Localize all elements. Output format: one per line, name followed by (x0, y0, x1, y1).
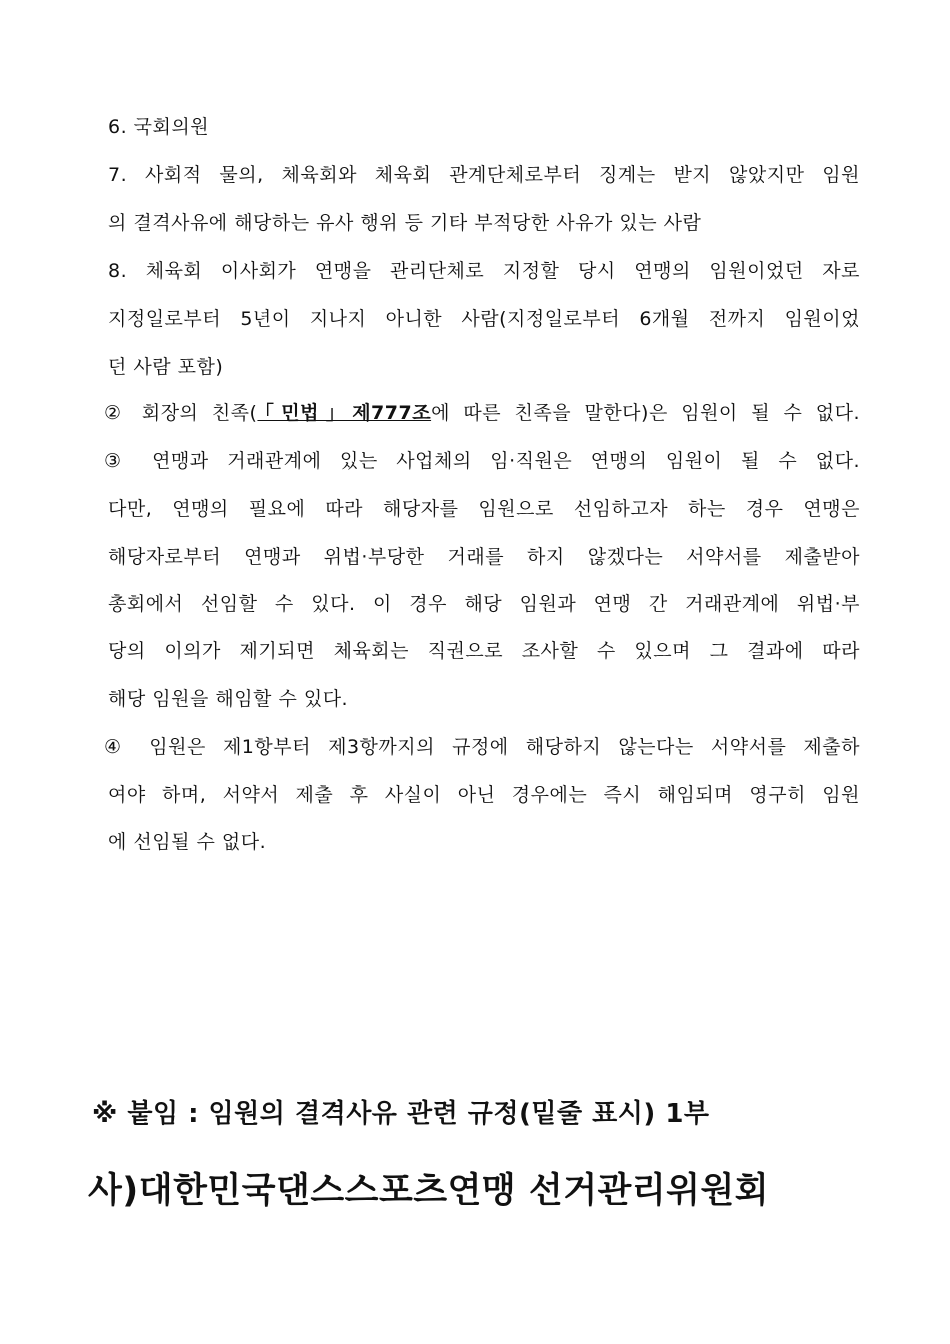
organization-signature: 사)대한민국댄스스포츠연맹 선거관리위원회 (88, 1171, 770, 1211)
clause-3-line-3: 해당자로부터 연맹과 위법·부당한 거래를 하지 않겠다는 서약서를 제출받아 (108, 546, 860, 568)
clause-3-line-2: 다만, 연맹의 필요에 따라 해당자를 임원으로 선임하고자 하는 경우 연맹은 (108, 498, 860, 520)
item-8-line-1: 8. 체육회 이사회가 연맹을 관리단체로 지정할 당시 연맹의 임원이었던 자로 (108, 260, 860, 282)
clause-4-line-1: ④ 임원은 제1항부터 제3항까지의 규정에 해당하지 않는다는 서약서를 제출하 (104, 736, 860, 758)
clause-3-line-6: 해당 임원을 해임할 수 있다. (108, 688, 349, 710)
item-7-line-2: 의 결격사유에 해당하는 유사 행위 등 기타 부적당한 사유가 있는 사람 (108, 212, 702, 234)
item-6-line: 6. 국회의원 (108, 116, 210, 138)
item-8-line-3: 던 사람 포함) (108, 356, 224, 378)
attachment-note: ※ 붙임 : 임원의 결격사유 관련 규정(밑줄 표시) 1부 (92, 1099, 710, 1129)
clause-4-line-2: 여야 하며, 서약서 제출 후 사실이 아닌 경우에는 즉시 해임되며 영구히 임원 (108, 784, 860, 806)
clause-2-prefix: ② 회장의 친족( (104, 402, 258, 424)
clause-3-line-4: 총회에서 선임할 수 있다. 이 경우 해당 임원과 연맹 간 거래관계에 위법·부 (108, 593, 860, 615)
clause-3-line-1: ③ 연맹과 거래관계에 있는 사업체의 임·직원은 연맹의 임원이 될 수 없다. (104, 450, 860, 472)
item-8-line-2: 지정일로부터 5년이 지나지 아니한 사람(지정일로부터 6개월 전까지 임원이었 (108, 308, 860, 330)
item-7-line-1: 7. 사회적 물의, 체육회와 체육회 관계단체로부터 징계는 받지 않았지만 임원 (108, 164, 860, 186)
clause-2-suffix: 에 따른 친족을 말한다)은 임원이 될 수 없다. (431, 402, 861, 424)
clause-2-line (104, 398, 860, 428)
civil-law-reference: 「민법」제777조 (257, 402, 432, 424)
clause-4-line-3: 에 선임될 수 없다. (108, 831, 267, 853)
clause-3-line-5: 당의 이의가 제기되면 체육회는 직권으로 조사할 수 있으며 그 결과에 따라 (108, 640, 860, 662)
